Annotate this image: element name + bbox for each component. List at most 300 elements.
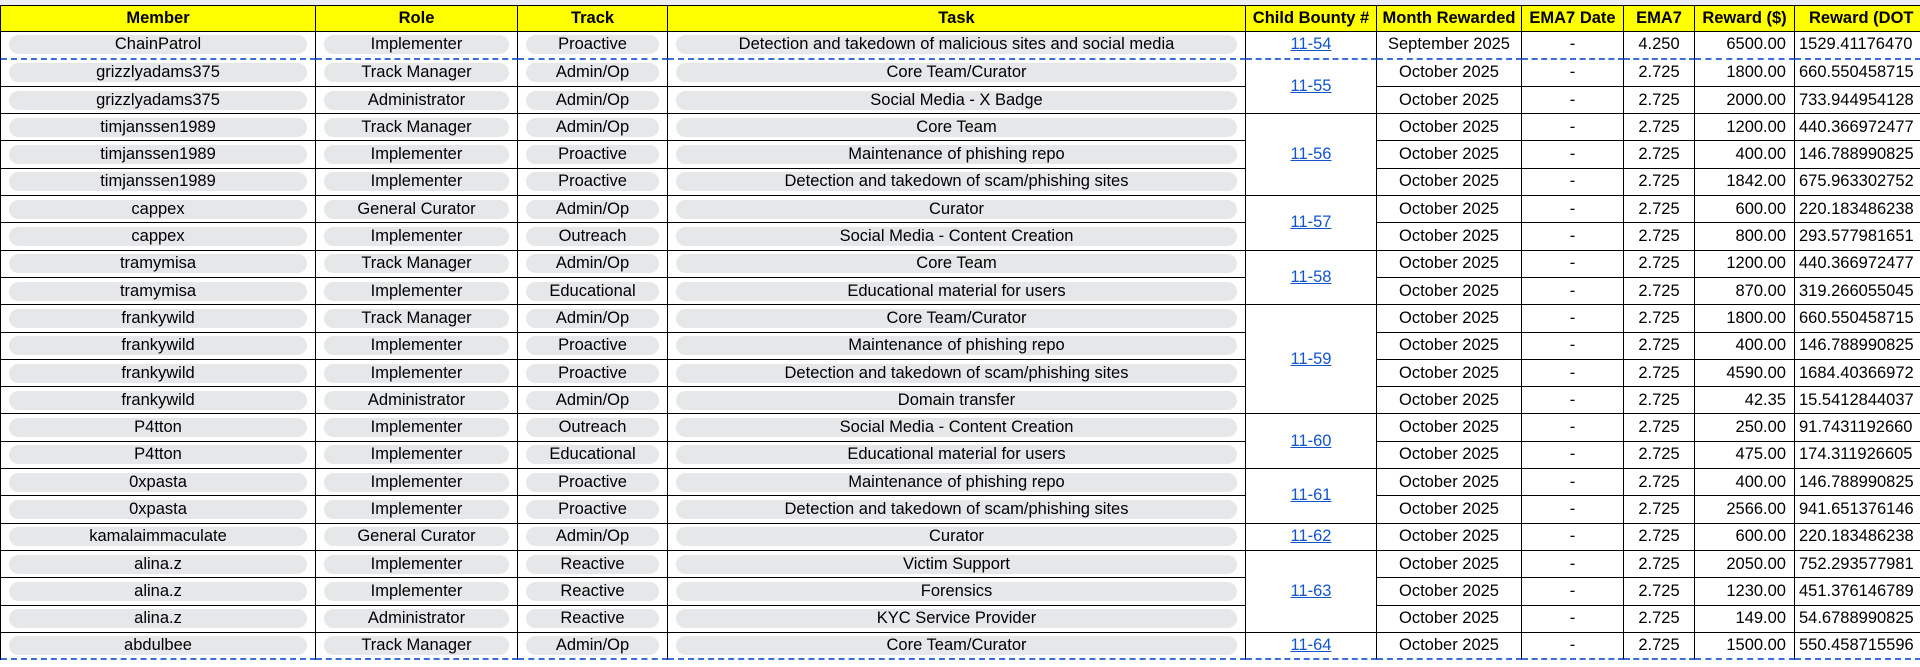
task-cell-chip: Detection and takedown of scam/phishing sites — [676, 500, 1237, 519]
member-cell-chip: frankywild — [9, 364, 307, 383]
ema7-cell[interactable]: 2.725 — [1624, 469, 1695, 496]
reward-dot-cell[interactable]: 293.577981651 — [1795, 223, 1920, 250]
role-cell[interactable] — [316, 333, 518, 360]
role-cell[interactable] — [316, 360, 518, 387]
month-rewarded-cell[interactable]: October 2025 — [1377, 60, 1522, 87]
ema7-cell[interactable]: 2.725 — [1624, 305, 1695, 332]
reward-usd-cell[interactable]: 1800.00 — [1695, 305, 1795, 332]
ema7-cell[interactable]: 2.725 — [1624, 333, 1695, 360]
role-cell-chip: Implementer — [324, 445, 509, 464]
month-rewarded-cell[interactable]: October 2025 — [1377, 551, 1522, 578]
track-cell-chip: Proactive — [526, 364, 659, 383]
month-rewarded-cell[interactable]: October 2025 — [1377, 87, 1522, 114]
reward-dot-cell[interactable]: 660.550458715 — [1795, 60, 1920, 87]
ema7-date-cell[interactable]: - — [1522, 633, 1624, 660]
task-cell[interactable] — [668, 251, 1246, 278]
header-task[interactable]: Task — [668, 5, 1246, 32]
ema7-date-cell[interactable]: - — [1522, 578, 1624, 605]
task-cell[interactable] — [668, 524, 1246, 551]
member-cell[interactable] — [1, 87, 316, 114]
member-cell[interactable] — [1, 496, 316, 523]
member-cell[interactable] — [1, 578, 316, 605]
child-bounty-cell — [1246, 305, 1377, 414]
task-cell[interactable] — [668, 114, 1246, 141]
ema7-cell[interactable]: 2.725 — [1624, 360, 1695, 387]
reward-usd-cell[interactable]: 1200.00 — [1695, 114, 1795, 141]
member-cell-chip: 0xpasta — [9, 473, 307, 492]
task-cell[interactable] — [668, 606, 1246, 633]
member-cell[interactable] — [1, 633, 316, 660]
child-bounty-cell — [1246, 414, 1377, 469]
ema7-cell[interactable]: 2.725 — [1624, 87, 1695, 114]
ema7-cell[interactable]: 2.725 — [1624, 442, 1695, 469]
member-cell[interactable] — [1, 305, 316, 332]
track-cell-chip: Reactive — [526, 609, 659, 628]
role-cell[interactable] — [316, 633, 518, 660]
month-rewarded-cell[interactable]: October 2025 — [1377, 196, 1522, 223]
ema7-date-cell[interactable]: - — [1522, 414, 1624, 441]
reward-dot-cell[interactable]: 54.6788990825 — [1795, 606, 1920, 633]
member-cell-chip: P4tton — [9, 418, 307, 437]
reward-dot-cell[interactable]: 440.366972477 — [1795, 114, 1920, 141]
month-rewarded-cell[interactable]: October 2025 — [1377, 387, 1522, 414]
task-cell[interactable] — [668, 633, 1246, 660]
ema7-cell[interactable]: 2.725 — [1624, 141, 1695, 168]
track-cell[interactable] — [518, 524, 668, 551]
track-cell[interactable] — [518, 578, 668, 605]
track-cell-chip: Admin/Op — [526, 391, 659, 410]
member-cell-chip: kamalaimmaculate — [9, 527, 307, 546]
track-cell[interactable] — [518, 60, 668, 87]
track-cell[interactable] — [518, 278, 668, 305]
track-cell[interactable] — [518, 633, 668, 660]
role-cell[interactable] — [316, 114, 518, 141]
task-cell-chip: Core Team — [676, 118, 1237, 137]
member-cell[interactable] — [1, 360, 316, 387]
role-cell[interactable] — [316, 251, 518, 278]
task-cell-chip: Detection and takedown of scam/phishing sites — [676, 364, 1237, 383]
reward-usd-cell[interactable]: 400.00 — [1695, 141, 1795, 168]
reward-dot-cell[interactable]: 319.266055045 — [1795, 278, 1920, 305]
track-cell[interactable] — [518, 169, 668, 196]
reward-dot-cell[interactable]: 1529.41176470 — [1795, 32, 1920, 59]
track-cell-chip: Admin/Op — [526, 200, 659, 219]
member-cell[interactable] — [1, 223, 316, 250]
role-cell[interactable] — [316, 524, 518, 551]
role-cell-chip: General Curator — [324, 200, 509, 219]
task-cell-chip: Core Team — [676, 254, 1237, 273]
reward-usd-cell[interactable]: 149.00 — [1695, 606, 1795, 633]
member-cell[interactable] — [1, 196, 316, 223]
track-cell[interactable] — [518, 442, 668, 469]
child-bounty-link[interactable]: 11-62 — [1290, 527, 1332, 546]
member-cell[interactable] — [1, 278, 316, 305]
role-cell-chip: Implementer — [324, 500, 509, 519]
child-bounty-link[interactable]: 11-56 — [1290, 145, 1332, 164]
reward-dot-cell[interactable]: 15.5412844037 — [1795, 387, 1920, 414]
child-bounty-link[interactable]: 11-54 — [1290, 35, 1332, 54]
track-cell-chip: Outreach — [526, 227, 659, 246]
role-cell[interactable] — [316, 496, 518, 523]
ema7-date-cell[interactable]: - — [1522, 496, 1624, 523]
header-member[interactable]: Member — [1, 5, 316, 32]
track-cell[interactable] — [518, 87, 668, 114]
ema7-date-cell[interactable]: - — [1522, 60, 1624, 87]
track-cell[interactable] — [518, 333, 668, 360]
ema7-date-cell[interactable]: - — [1522, 114, 1624, 141]
member-cell-chip: timjanssen1989 — [9, 118, 307, 137]
track-cell-chip: Educational — [526, 282, 659, 301]
member-cell-chip: alina.z — [9, 609, 307, 628]
header-reward-usd[interactable]: Reward ($) — [1695, 5, 1795, 32]
reward-dot-cell[interactable]: 675.963302752 — [1795, 169, 1920, 196]
reward-usd-cell[interactable]: 400.00 — [1695, 469, 1795, 496]
member-cell[interactable] — [1, 60, 316, 87]
reward-usd-cell[interactable]: 475.00 — [1695, 442, 1795, 469]
task-cell-chip: Detection and takedown of malicious sites and social media — [676, 35, 1237, 54]
role-cell[interactable] — [316, 606, 518, 633]
task-cell[interactable] — [668, 496, 1246, 523]
ema7-cell[interactable]: 2.725 — [1624, 60, 1695, 87]
month-rewarded-cell[interactable]: October 2025 — [1377, 360, 1522, 387]
child-bounty-cell — [1246, 633, 1377, 660]
track-cell-chip: Admin/Op — [526, 527, 659, 546]
child-bounty-link[interactable]: 11-55 — [1290, 76, 1332, 95]
month-rewarded-cell[interactable]: October 2025 — [1377, 442, 1522, 469]
task-cell[interactable] — [668, 442, 1246, 469]
track-cell[interactable] — [518, 251, 668, 278]
role-cell[interactable] — [316, 414, 518, 441]
reward-usd-cell[interactable]: 1500.00 — [1695, 633, 1795, 660]
month-rewarded-cell[interactable]: October 2025 — [1377, 578, 1522, 605]
role-cell[interactable] — [316, 141, 518, 168]
task-cell[interactable] — [668, 169, 1246, 196]
role-cell-chip: Implementer — [324, 282, 509, 301]
ema7-date-cell[interactable]: - — [1522, 251, 1624, 278]
track-cell[interactable] — [518, 223, 668, 250]
role-cell[interactable] — [316, 387, 518, 414]
reward-dot-cell[interactable]: 91.7431192660 — [1795, 414, 1920, 441]
header-track[interactable]: Track — [518, 5, 668, 32]
child-bounty-link[interactable]: 11-60 — [1290, 431, 1332, 450]
month-rewarded-cell[interactable]: October 2025 — [1377, 469, 1522, 496]
role-cell-chip: General Curator — [324, 527, 509, 546]
ema7-cell[interactable]: 2.725 — [1624, 278, 1695, 305]
reward-usd-cell[interactable]: 2050.00 — [1695, 551, 1795, 578]
task-cell[interactable] — [668, 141, 1246, 168]
ema7-cell[interactable]: 4.250 — [1624, 32, 1695, 59]
ema7-date-cell[interactable]: - — [1522, 305, 1624, 332]
task-cell[interactable] — [668, 551, 1246, 578]
task-cell[interactable] — [668, 578, 1246, 605]
month-rewarded-cell[interactable]: October 2025 — [1377, 251, 1522, 278]
reward-dot-cell[interactable]: 733.944954128 — [1795, 87, 1920, 114]
member-cell[interactable] — [1, 251, 316, 278]
reward-usd-cell[interactable]: 250.00 — [1695, 414, 1795, 441]
track-cell-chip: Proactive — [526, 35, 659, 54]
month-rewarded-cell[interactable]: October 2025 — [1377, 141, 1522, 168]
task-cell-chip: Social Media - Content Creation — [676, 418, 1237, 437]
task-cell-chip: Social Media - Content Creation — [676, 227, 1237, 246]
child-bounty-cell — [1246, 551, 1377, 633]
reward-dot-cell[interactable]: 550.458715596 — [1795, 633, 1920, 660]
month-rewarded-cell[interactable]: October 2025 — [1377, 524, 1522, 551]
role-cell-chip: Track Manager — [324, 636, 509, 655]
track-cell-chip: Proactive — [526, 172, 659, 191]
ema7-cell[interactable]: 2.725 — [1624, 414, 1695, 441]
month-rewarded-cell[interactable]: October 2025 — [1377, 606, 1522, 633]
role-cell[interactable] — [316, 223, 518, 250]
track-cell[interactable] — [518, 114, 668, 141]
reward-usd-cell[interactable]: 2000.00 — [1695, 87, 1795, 114]
ema7-date-cell[interactable]: - — [1522, 87, 1624, 114]
ema7-cell[interactable]: 2.725 — [1624, 633, 1695, 660]
member-cell[interactable] — [1, 469, 316, 496]
ema7-date-cell[interactable]: - — [1522, 442, 1624, 469]
reward-usd-cell[interactable]: 42.35 — [1695, 387, 1795, 414]
task-cell-chip: KYC Service Provider — [676, 609, 1237, 628]
track-cell[interactable] — [518, 469, 668, 496]
ema7-cell[interactable]: 2.725 — [1624, 196, 1695, 223]
reward-table — [0, 5, 1920, 660]
track-cell[interactable] — [518, 551, 668, 578]
ema7-date-cell[interactable]: - — [1522, 196, 1624, 223]
role-cell[interactable] — [316, 278, 518, 305]
ema7-date-cell[interactable]: - — [1522, 169, 1624, 196]
reward-dot-cell[interactable]: 440.366972477 — [1795, 251, 1920, 278]
reward-usd-cell[interactable]: 1842.00 — [1695, 169, 1795, 196]
ema7-cell[interactable]: 2.725 — [1624, 551, 1695, 578]
member-cell[interactable] — [1, 442, 316, 469]
member-cell[interactable] — [1, 606, 316, 633]
task-cell-chip: Domain transfer — [676, 391, 1237, 410]
task-cell-chip: Social Media - X Badge — [676, 91, 1237, 110]
child-bounty-link[interactable]: 11-63 — [1290, 581, 1332, 600]
child-bounty-link[interactable]: 11-64 — [1290, 635, 1332, 654]
track-cell-chip: Admin/Op — [526, 254, 659, 273]
task-cell[interactable] — [668, 223, 1246, 250]
role-cell[interactable] — [316, 578, 518, 605]
task-cell[interactable] — [668, 360, 1246, 387]
role-cell[interactable] — [316, 442, 518, 469]
reward-usd-cell[interactable]: 600.00 — [1695, 196, 1795, 223]
role-cell[interactable] — [316, 305, 518, 332]
reward-dot-cell[interactable]: 174.311926605 — [1795, 442, 1920, 469]
ema7-cell[interactable]: 2.725 — [1624, 578, 1695, 605]
reward-dot-cell[interactable]: 660.550458715 — [1795, 305, 1920, 332]
role-cell-chip: Implementer — [324, 418, 509, 437]
task-cell-chip: Curator — [676, 527, 1237, 546]
reward-dot-cell[interactable]: 941.651376146 — [1795, 496, 1920, 523]
reward-usd-cell[interactable]: 6500.00 — [1695, 32, 1795, 59]
reward-dot-cell[interactable]: 146.788990825 — [1795, 469, 1920, 496]
role-cell[interactable] — [316, 169, 518, 196]
role-cell-chip: Track Manager — [324, 118, 509, 137]
reward-dot-cell[interactable]: 752.293577981 — [1795, 551, 1920, 578]
member-cell-chip: ChainPatrol — [9, 35, 307, 54]
member-cell[interactable] — [1, 387, 316, 414]
ema7-date-cell[interactable]: - — [1522, 551, 1624, 578]
ema7-date-cell[interactable]: - — [1522, 223, 1624, 250]
role-cell[interactable] — [316, 551, 518, 578]
role-cell-chip: Implementer — [324, 555, 509, 574]
role-cell-chip: Implementer — [324, 364, 509, 383]
member-cell[interactable] — [1, 524, 316, 551]
reward-usd-cell[interactable]: 1800.00 — [1695, 60, 1795, 87]
role-cell[interactable] — [316, 32, 518, 59]
member-cell[interactable] — [1, 551, 316, 578]
track-cell[interactable] — [518, 360, 668, 387]
reward-dot-cell[interactable]: 220.183486238 — [1795, 196, 1920, 223]
ema7-cell[interactable]: 2.725 — [1624, 223, 1695, 250]
task-cell[interactable] — [668, 32, 1246, 59]
member-cell-chip: P4tton — [9, 445, 307, 464]
ema7-date-cell[interactable]: - — [1522, 278, 1624, 305]
role-cell[interactable] — [316, 196, 518, 223]
ema7-date-cell[interactable]: - — [1522, 387, 1624, 414]
task-cell[interactable] — [668, 414, 1246, 441]
ema7-cell[interactable]: 2.725 — [1624, 387, 1695, 414]
reward-dot-cell[interactable]: 1684.40366972 — [1795, 360, 1920, 387]
ema7-cell[interactable]: 2.725 — [1624, 251, 1695, 278]
header-child-bounty[interactable]: Child Bounty # — [1246, 5, 1377, 32]
track-cell[interactable] — [518, 606, 668, 633]
role-cell-chip: Implementer — [324, 172, 509, 191]
role-cell-chip: Implementer — [324, 473, 509, 492]
header-ema7-date[interactable]: EMA7 Date — [1522, 5, 1624, 32]
month-rewarded-cell[interactable]: October 2025 — [1377, 414, 1522, 441]
task-cell[interactable] — [668, 469, 1246, 496]
track-cell-chip: Proactive — [526, 500, 659, 519]
child-bounty-link[interactable]: 11-61 — [1290, 486, 1332, 505]
child-bounty-link[interactable]: 11-58 — [1290, 267, 1332, 286]
ema7-cell[interactable]: 2.725 — [1624, 169, 1695, 196]
ema7-date-cell[interactable]: - — [1522, 32, 1624, 59]
member-cell-chip: timjanssen1989 — [9, 172, 307, 191]
header-reward-dot[interactable]: Reward (DOT — [1795, 5, 1920, 32]
header-role[interactable]: Role — [316, 5, 518, 32]
member-cell[interactable] — [1, 32, 316, 59]
track-cell[interactable] — [518, 141, 668, 168]
task-cell-chip: Detection and takedown of scam/phishing sites — [676, 172, 1237, 191]
reward-usd-cell[interactable]: 800.00 — [1695, 223, 1795, 250]
month-rewarded-cell[interactable]: October 2025 — [1377, 305, 1522, 332]
header-month-rewarded[interactable]: Month Rewarded — [1377, 5, 1522, 32]
task-cell[interactable] — [668, 196, 1246, 223]
month-rewarded-cell[interactable]: October 2025 — [1377, 114, 1522, 141]
task-cell-chip: Forensics — [676, 582, 1237, 601]
child-bounty-cell — [1246, 469, 1377, 524]
member-cell-chip: cappex — [9, 200, 307, 219]
track-cell[interactable] — [518, 496, 668, 523]
month-rewarded-cell[interactable]: October 2025 — [1377, 223, 1522, 250]
reward-usd-cell[interactable]: 1200.00 — [1695, 251, 1795, 278]
ema7-cell[interactable]: 2.725 — [1624, 524, 1695, 551]
member-cell-chip: timjanssen1989 — [9, 145, 307, 164]
track-cell-chip: Reactive — [526, 555, 659, 574]
track-cell-chip: Admin/Op — [526, 636, 659, 655]
reward-usd-cell[interactable]: 600.00 — [1695, 524, 1795, 551]
track-cell[interactable] — [518, 196, 668, 223]
ema7-cell[interactable]: 2.725 — [1624, 496, 1695, 523]
role-cell[interactable] — [316, 469, 518, 496]
member-cell[interactable] — [1, 414, 316, 441]
reward-usd-cell[interactable]: 2566.00 — [1695, 496, 1795, 523]
reward-usd-cell[interactable]: 1230.00 — [1695, 578, 1795, 605]
month-rewarded-cell[interactable]: October 2025 — [1377, 169, 1522, 196]
role-cell-chip: Track Manager — [324, 63, 509, 82]
role-cell-chip: Administrator — [324, 91, 509, 110]
track-cell-chip: Admin/Op — [526, 309, 659, 328]
role-cell[interactable] — [316, 87, 518, 114]
task-cell-chip: Curator — [676, 200, 1237, 219]
child-bounty-link[interactable]: 11-57 — [1290, 213, 1332, 232]
member-cell-chip: abdulbee — [9, 636, 307, 655]
track-cell-chip: Reactive — [526, 582, 659, 601]
member-cell[interactable] — [1, 114, 316, 141]
track-cell-chip: Admin/Op — [526, 91, 659, 110]
task-cell-chip: Educational material for users — [676, 445, 1237, 464]
ema7-date-cell[interactable]: - — [1522, 524, 1624, 551]
task-cell[interactable] — [668, 60, 1246, 87]
month-rewarded-cell[interactable]: October 2025 — [1377, 496, 1522, 523]
role-cell-chip: Implementer — [324, 336, 509, 355]
track-cell-chip: Proactive — [526, 336, 659, 355]
member-cell[interactable] — [1, 333, 316, 360]
task-cell[interactable] — [668, 87, 1246, 114]
month-rewarded-cell[interactable]: October 2025 — [1377, 633, 1522, 660]
ema7-date-cell[interactable]: - — [1522, 606, 1624, 633]
reward-usd-cell[interactable]: 870.00 — [1695, 278, 1795, 305]
ema7-cell[interactable]: 2.725 — [1624, 114, 1695, 141]
member-cell-chip: frankywild — [9, 391, 307, 410]
reward-dot-cell[interactable]: 220.183486238 — [1795, 524, 1920, 551]
task-cell[interactable] — [668, 387, 1246, 414]
member-cell[interactable] — [1, 169, 316, 196]
ema7-date-cell[interactable]: - — [1522, 469, 1624, 496]
task-cell-chip: Victim Support — [676, 555, 1237, 574]
member-cell-chip: frankywild — [9, 309, 307, 328]
ema7-cell[interactable]: 2.725 — [1624, 606, 1695, 633]
reward-usd-cell[interactable]: 4590.00 — [1695, 360, 1795, 387]
reward-usd-cell[interactable]: 400.00 — [1695, 333, 1795, 360]
task-cell[interactable] — [668, 333, 1246, 360]
track-cell[interactable] — [518, 305, 668, 332]
role-cell[interactable] — [316, 60, 518, 87]
month-rewarded-cell[interactable]: October 2025 — [1377, 333, 1522, 360]
track-cell[interactable] — [518, 32, 668, 59]
task-cell[interactable] — [668, 278, 1246, 305]
track-cell[interactable] — [518, 414, 668, 441]
track-cell-chip: Educational — [526, 445, 659, 464]
reward-dot-cell[interactable]: 451.376146789 — [1795, 578, 1920, 605]
member-cell-chip: tramymisa — [9, 282, 307, 301]
member-cell[interactable] — [1, 141, 316, 168]
child-bounty-link[interactable]: 11-59 — [1290, 349, 1332, 368]
header-ema7[interactable]: EMA7 — [1624, 5, 1695, 32]
member-cell-chip: alina.z — [9, 555, 307, 574]
track-cell-chip: Proactive — [526, 145, 659, 164]
ema7-date-cell[interactable]: - — [1522, 141, 1624, 168]
ema7-date-cell[interactable]: - — [1522, 360, 1624, 387]
reward-dot-cell[interactable]: 146.788990825 — [1795, 333, 1920, 360]
ema7-date-cell[interactable]: - — [1522, 333, 1624, 360]
task-cell[interactable] — [668, 305, 1246, 332]
month-rewarded-cell[interactable]: September 2025 — [1377, 32, 1522, 59]
track-cell[interactable] — [518, 387, 668, 414]
reward-dot-cell[interactable]: 146.788990825 — [1795, 141, 1920, 168]
month-rewarded-cell[interactable]: October 2025 — [1377, 278, 1522, 305]
